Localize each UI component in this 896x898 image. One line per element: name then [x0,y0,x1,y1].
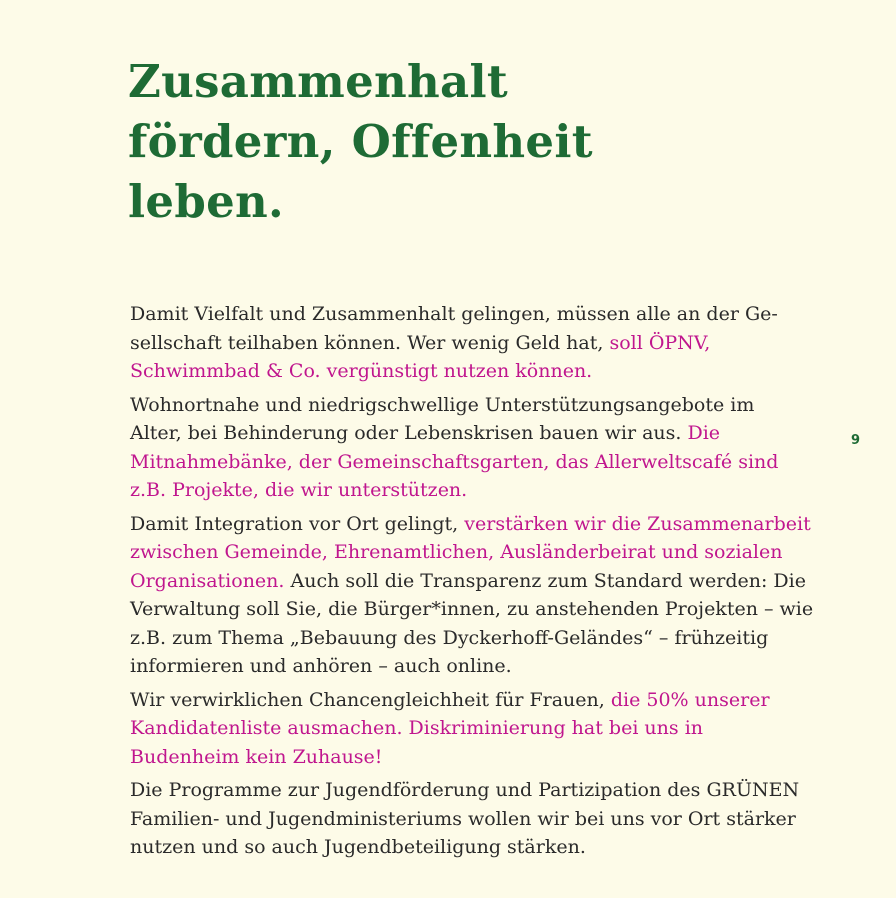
page-number: 9 [851,433,861,448]
text-line: Die Programme zur Jugendförderung und Partizipation des GRÜNEN [130,779,800,801]
text-line [130,476,860,505]
text-line: Organisationen. Auch soll die Transparenz zum Standard werden: Die [130,569,806,592]
title-line: Zusammenhalt [128,55,508,108]
highlight-text: zwischen Gemeinde, Ehrenamtlichen, Ausländerbeirat und sozialen [130,541,783,563]
highlight-text: Schwimmbad & Co. vergünstigt nutzen können. [130,360,593,382]
highlight-text: Mitnahmebänke, der Gemeinschaftsgarten, das Allerweltscafé sind [130,450,779,473]
text-line: Damit Integration vor Ort gelingt, verstärken wir die Zusammenarbeit [130,512,811,535]
text-line [130,448,860,477]
text-line: informieren und anhören – auch online. [130,655,512,677]
paragraph [130,776,860,862]
paragraph [130,510,860,681]
title-line: leben. [128,175,285,228]
text-line: nutzen und so auch Jugendbeteiligung stärken. [130,836,586,858]
text-line: Wohnortnahe und niedrigschwellige Unterstützungsangebote im [130,393,755,416]
text-line [130,743,860,772]
body-text [130,300,860,867]
highlight-text: die 50% unserer [610,688,770,711]
highlight-text: verstärken wir die Zusammenarbeit [464,512,811,535]
text-line: Damit Vielfalt und Zusammenhalt gelingen, müssen alle an der Ge- [130,303,778,325]
paragraph [130,686,860,772]
highlight-text: z.B. Projekte, die wir unterstützen. [130,479,468,501]
paragraph [130,300,860,386]
paragraph [130,391,860,505]
page-title [128,52,728,232]
text-line: z.B. zum Thema „Bebauung des Dyckerhoff-Geländes“ – frühzeitig [130,626,769,649]
highlight-text: Budenheim kein Zuhause! [130,745,383,768]
text-line [130,357,860,386]
text-line: Wir verwirklichen Chancengleichheit für Frauen, die 50% unserer [130,688,770,711]
text-line [130,714,860,743]
highlight-text: soll ÖPNV, [609,331,711,354]
title-line: fördern, Offenheit [128,115,593,168]
text-line: Verwaltung soll Sie, die Bürger*innen, zu anstehenden Projekten – wie [130,598,814,620]
text-line: Familien- und Jugendministeriums wollen wir bei uns vor Ort stärker [130,807,796,830]
text-line: Alter, bei Behinderung oder Lebenskrisen bauen wir aus. Die [130,422,721,444]
text-line [130,538,860,567]
highlight-text: Organisationen. [130,569,285,592]
highlight-text: Kandidatenliste ausmachen. Diskriminierung hat bei uns in [130,717,704,739]
text-line: sellschaft teilhaben können. Wer wenig Geld hat, soll ÖPNV, [130,331,711,354]
highlight-text: Die [687,422,721,444]
